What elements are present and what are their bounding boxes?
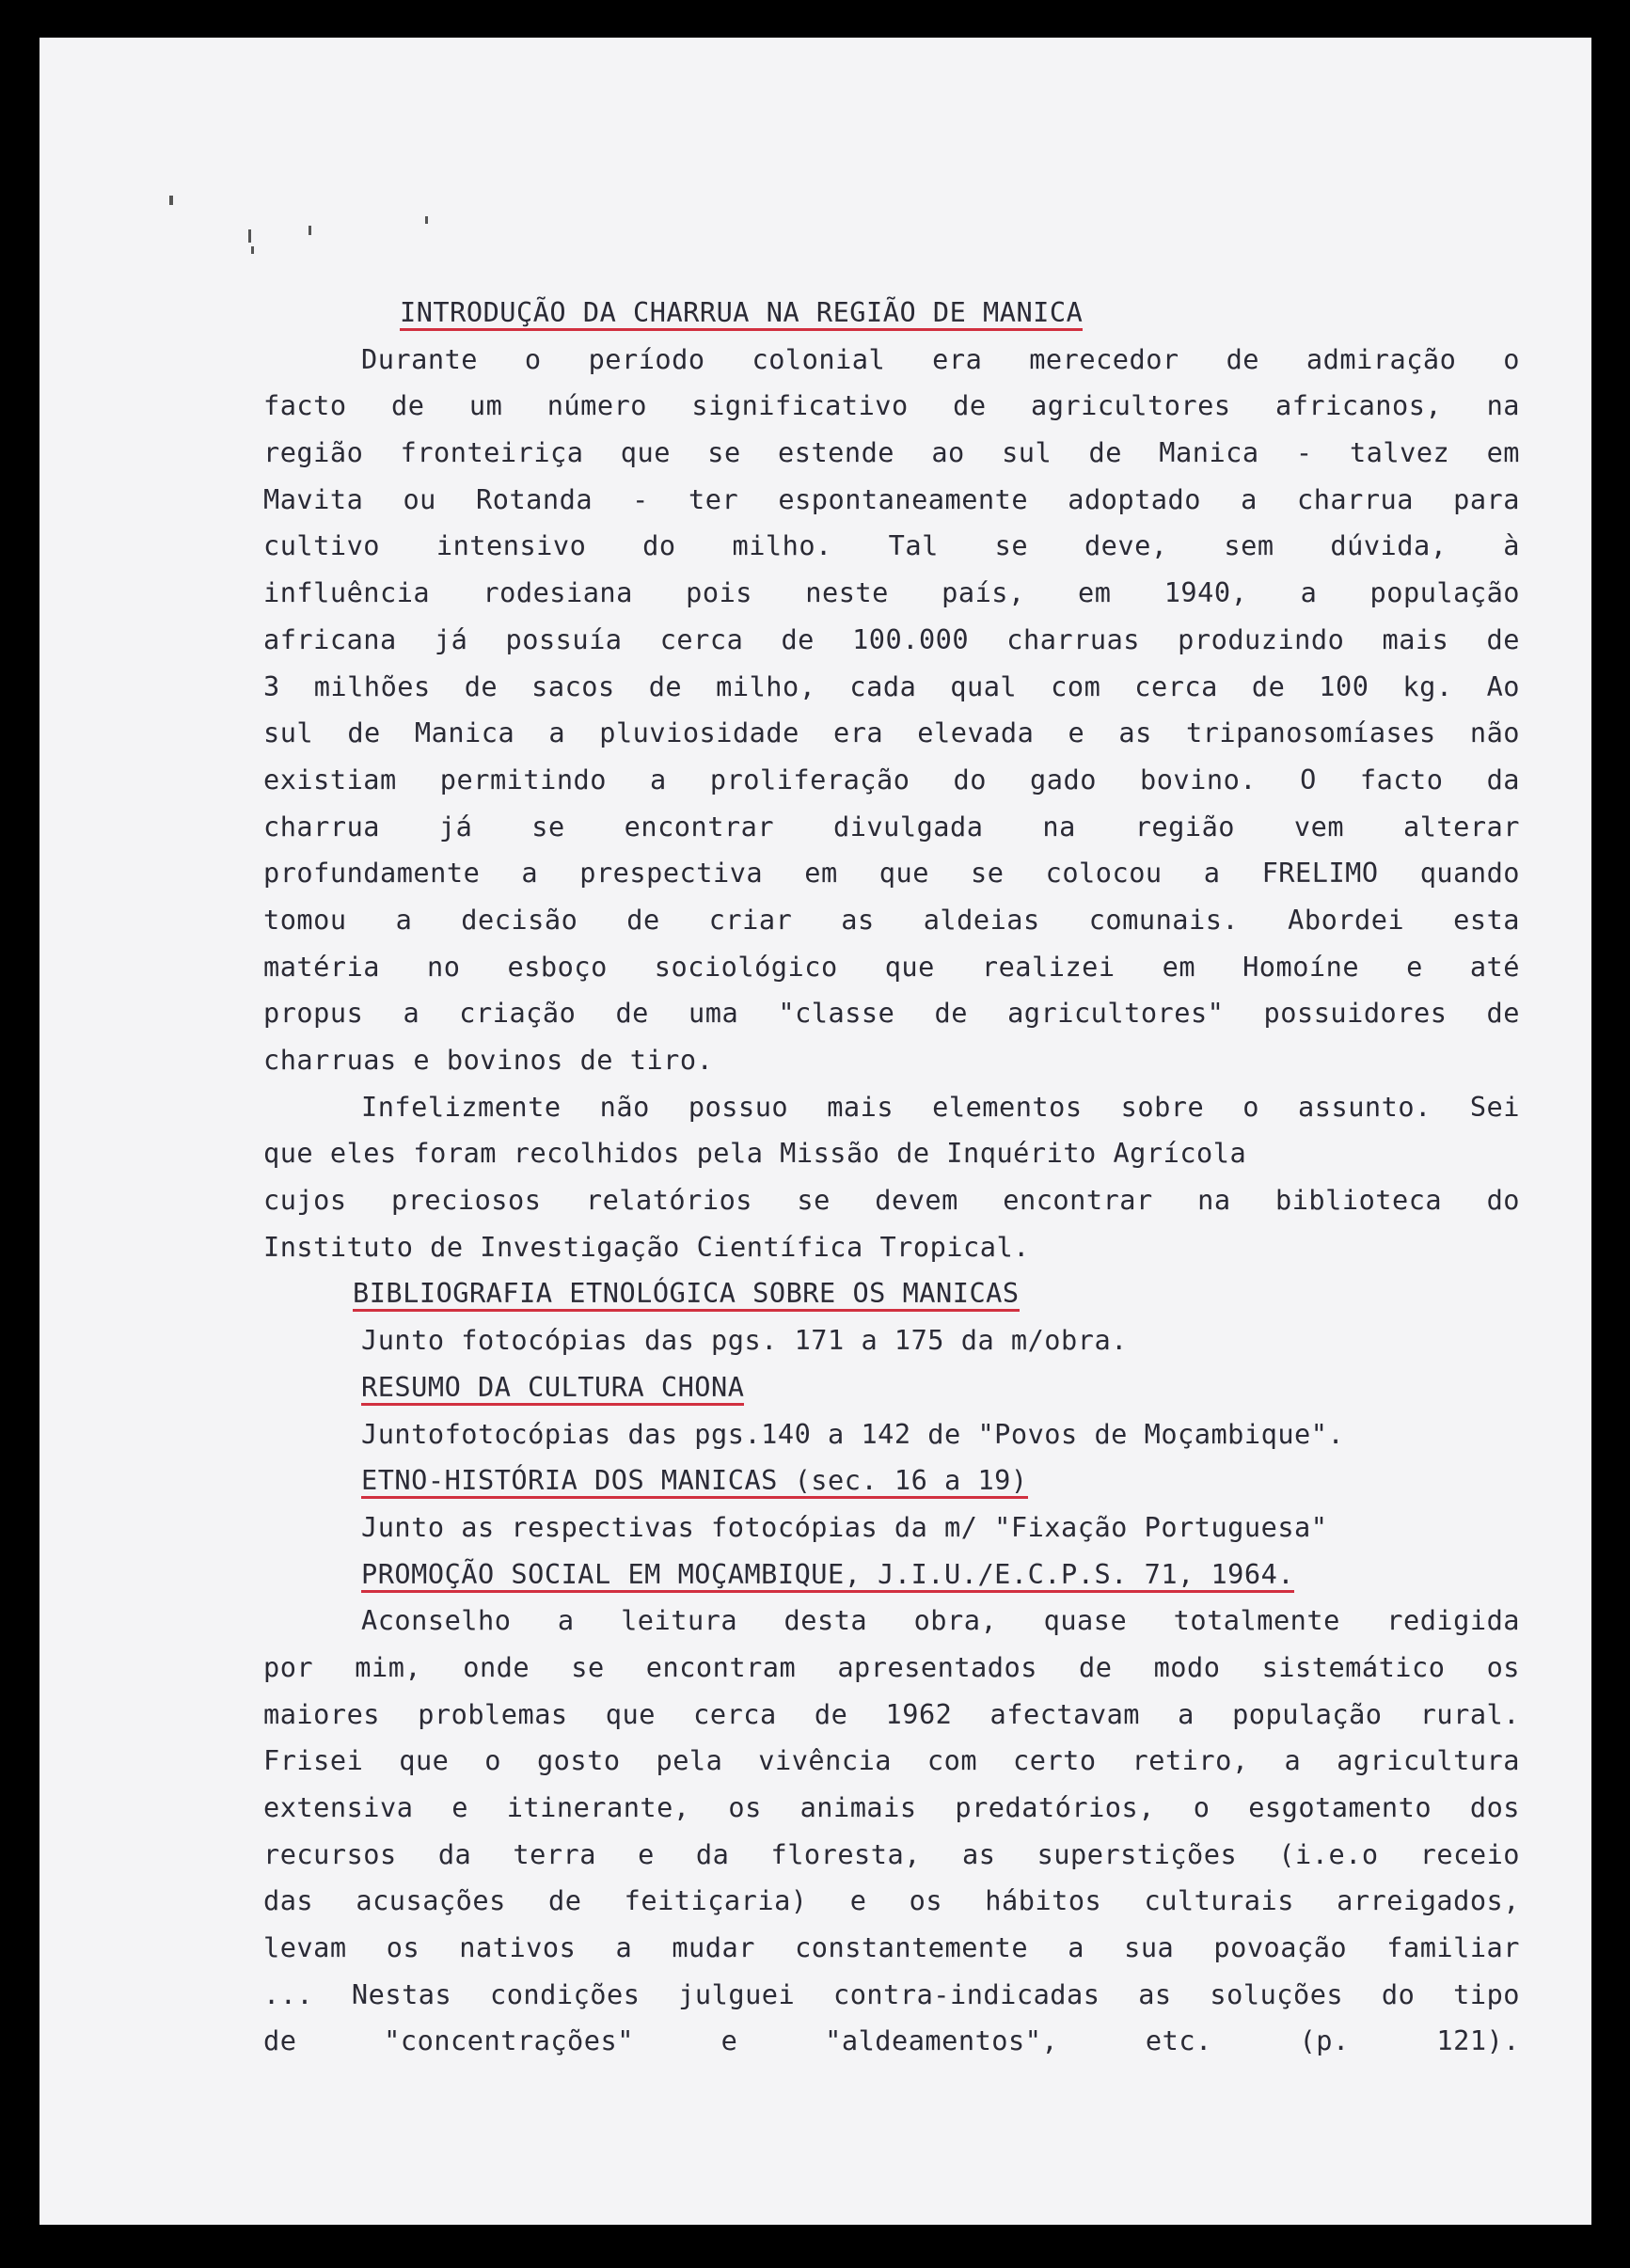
heading-resumo: RESUMO DA CULTURA CHONA: [361, 1371, 744, 1406]
text-line: maiores problemas que cerca de 1962 afectavam a população rural.: [263, 1697, 1520, 1730]
text-line: cultivo intensivo do milho. Tal se deve, sem dúvida, à: [263, 529, 1520, 562]
text-resumo: Juntofotocópias das pgs.140 a 142 de "Povos de Moçambique".: [361, 1417, 1345, 1450]
text-line: matéria no esboço sociológico que realizei em Homoíne e até: [263, 950, 1520, 983]
stray-marks: [124, 188, 444, 282]
text-bibliografia: Junto fotocópias das pgs. 171 a 175 da m/obra.: [361, 1324, 1128, 1357]
text-line: que eles foram recolhidos pela Missão de Inquérito Agrícola: [263, 1137, 1247, 1170]
text-line: das acusações de feitiçaria) e os hábitos culturais arreigados,: [263, 1884, 1520, 1917]
text-line: levam os nativos a mudar constantemente a sua povoação familiar: [263, 1931, 1520, 1964]
heading-introducao: INTRODUÇÃO DA CHARRUA NA REGIÃO DE MANICA: [400, 296, 1083, 331]
text-line: Durante o período colonial era merecedor de admiração o: [361, 342, 1520, 375]
text-line: recursos da terra e da floresta, as superstições (i.e.o receio: [263, 1837, 1520, 1870]
text-line: charruas e bovinos de tiro.: [263, 1044, 714, 1076]
text-line: 3 milhões de sacos de milho, cada qual com cerca de 100 kg. Ao: [263, 669, 1520, 702]
text-line: africana já possuía cerca de 100.000 charruas produzindo mais de: [263, 622, 1520, 655]
text-etno-historia: Junto as respectivas fotocópias da m/ "Fixação Portuguesa": [361, 1510, 1328, 1543]
text-line: propus a criação de uma "classe de agricultores" possuidores de: [263, 997, 1520, 1030]
text-line: ... Nestas condições julguei contra-indicadas as soluções do tipo: [263, 1977, 1520, 2010]
paragraph-1: [263, 337, 1520, 1084]
text-line: região fronteiriça que se estende ao sul de Manica - talvez em: [263, 436, 1520, 469]
text-line: charrua já se encontrar divulgada na região vem alterar: [263, 810, 1520, 843]
document-body: [263, 290, 1520, 2065]
text-line: tomou a decisão de criar as aldeias comunais. Abordei esta: [263, 903, 1520, 936]
text-line: influência rodesiana pois neste país, em 1940, a população: [263, 576, 1520, 609]
text-line: de "concentrações" e "aldeamentos", etc. (p. 121).: [263, 2024, 1520, 2057]
text-line: Aconselho a leitura desta obra, quase totalmente redigida: [361, 1604, 1520, 1637]
paragraph-2: [263, 1084, 1520, 1271]
paragraph-3: [263, 1598, 1520, 2065]
heading-promocao: PROMOÇÃO SOCIAL EM MOÇAMBIQUE, J.I.U./E.C.P.S. 71, 1964.: [361, 1558, 1294, 1593]
text-line: facto de um número significativo de agricultores africanos, na: [263, 389, 1520, 422]
document-page: [40, 38, 1591, 2225]
text-line: Infelizmente não possuo mais elementos sobre o assunto. Sei: [361, 1090, 1520, 1123]
text-line: Instituto de Investigação Científica Tropical.: [263, 1230, 1030, 1263]
heading-bibliografia: BIBLIOGRAFIA ETNOLÓGICA SOBRE OS MANICAS: [353, 1277, 1020, 1312]
text-line: por mim, onde se encontram apresentados de modo sistemático os: [263, 1650, 1520, 1683]
text-line: existiam permitindo a proliferação do gado bovino. O facto da: [263, 763, 1520, 795]
text-line: sul de Manica a pluviosidade era elevada e as tripanosomíases não: [263, 717, 1520, 749]
text-line: Mavita ou Rotanda - ter espontaneamente adoptado a charrua para: [263, 482, 1520, 515]
heading-etno-historia: ETNO-HISTÓRIA DOS MANICAS (sec. 16 a 19): [361, 1464, 1028, 1499]
text-line: profundamente a prespectiva em que se colocou a FRELIMO quando: [263, 857, 1520, 890]
text-line: Frisei que o gosto pela vivência com certo retiro, a agricultura: [263, 1744, 1520, 1777]
text-line: cujos preciosos relatórios se devem encontrar na biblioteca do: [263, 1184, 1520, 1217]
text-line: extensiva e itinerante, os animais predatórios, o esgotamento dos: [263, 1791, 1520, 1823]
